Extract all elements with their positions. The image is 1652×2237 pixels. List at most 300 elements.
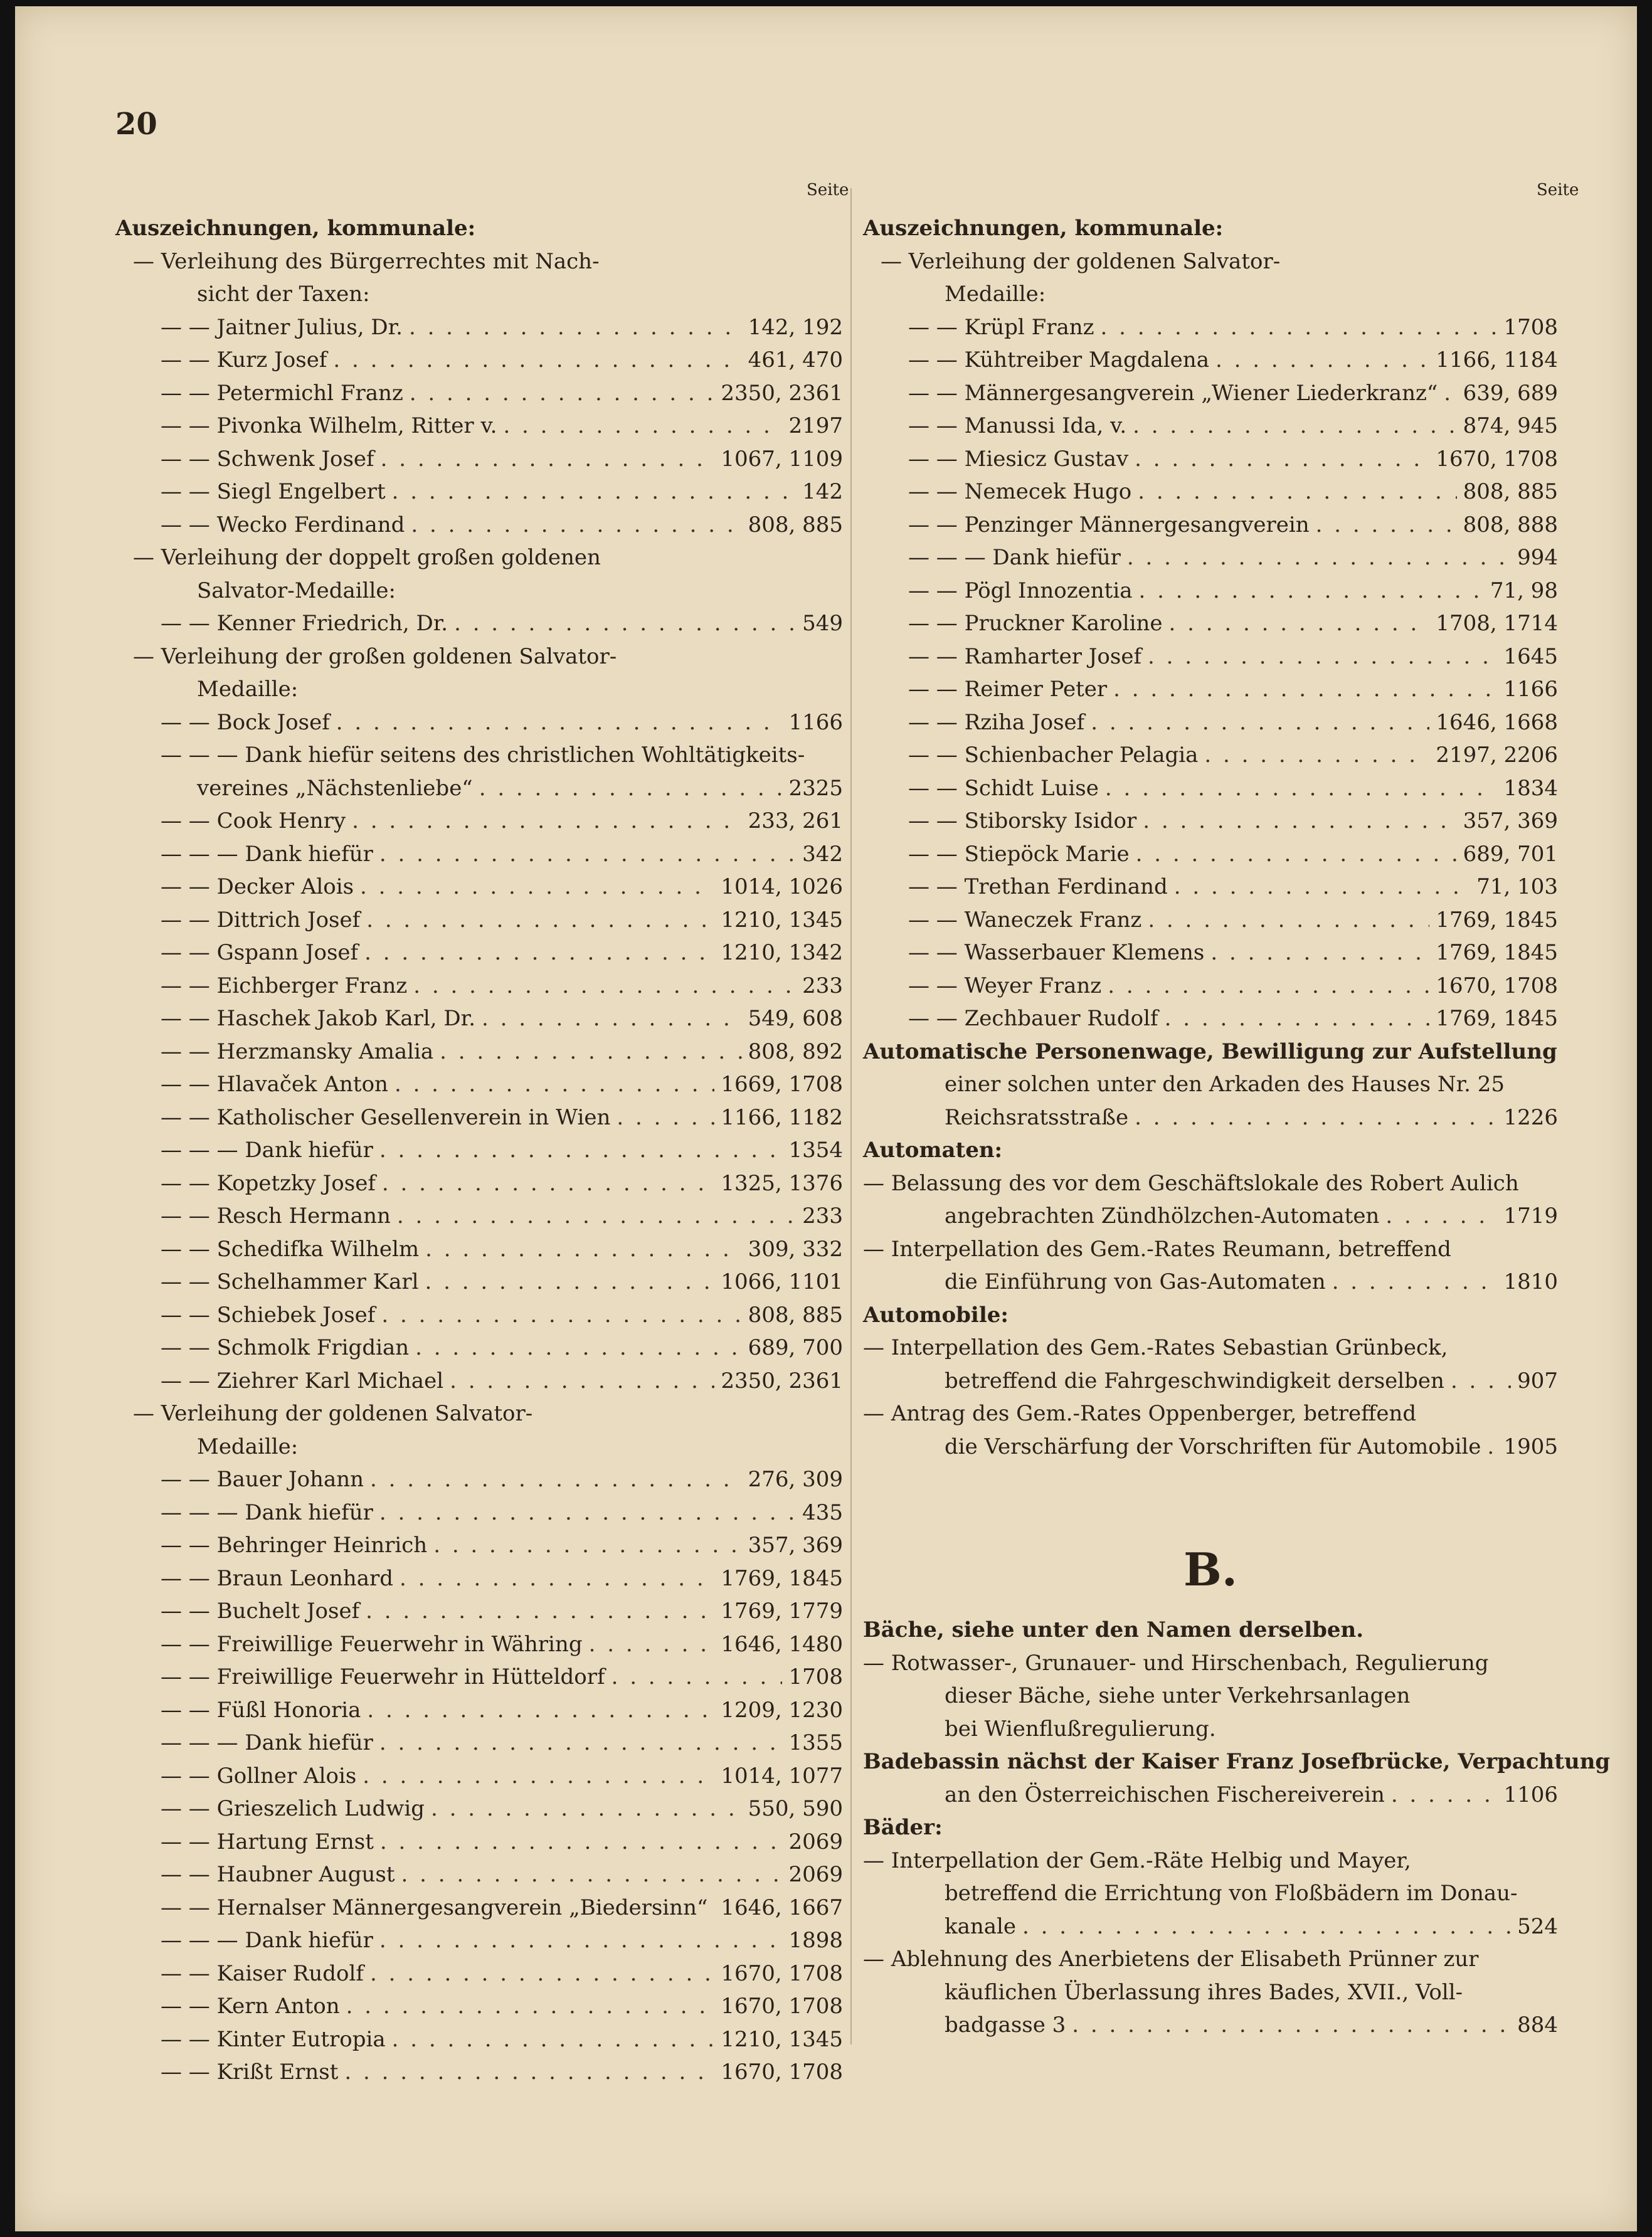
index-entry: [863, 377, 1558, 410]
entry-pages: 233, 261: [748, 808, 843, 833]
left-column: [115, 212, 843, 2089]
entry-pages: 639, 689: [1463, 380, 1558, 406]
index-entry: [115, 1167, 843, 1200]
index-entry: [115, 1496, 843, 1530]
entry-label: — — Petermichl Franz: [161, 380, 403, 406]
entry-pages: 1898: [788, 1928, 843, 1953]
entry-label: — — Kurz Josef: [161, 347, 327, 373]
entry-pages: 689, 701: [1463, 841, 1558, 867]
index-entry: [115, 1595, 843, 1628]
entry-pages: 1354: [788, 1138, 843, 1163]
index-entry: [115, 1760, 843, 1793]
entry-label: — — Trethan Ferdinand: [908, 874, 1168, 899]
leader-dots: [409, 311, 742, 344]
leader-dots: [1105, 772, 1498, 805]
column-divider: [850, 188, 852, 2044]
entry-label: — — Freiwillige Feuerwehr in Hütteldorf: [161, 1664, 605, 1690]
index-subheading: — Verleihung der doppelt großen goldenen: [133, 545, 601, 570]
index-entry: [863, 1200, 1558, 1233]
index-entry: [115, 509, 843, 542]
leader-dots: [1136, 838, 1457, 871]
index-entry: [115, 443, 843, 476]
entry-pages: 71, 98: [1490, 578, 1558, 603]
index-entry: [115, 311, 843, 344]
leader-dots: [1391, 1779, 1498, 1812]
entry-pages: 2069: [788, 1829, 843, 1854]
entry-pages: 874, 945: [1463, 413, 1558, 438]
index-subheading: — Verleihung der großen goldenen Salvator-: [133, 643, 617, 669]
entry-label: — — Pögl Innozentia: [908, 578, 1133, 603]
leader-dots: [392, 2023, 715, 2056]
leader-dots: [1165, 1002, 1430, 1035]
index-entry: [863, 2009, 1558, 2042]
entry-pages: 808, 885: [748, 1302, 843, 1328]
leader-dots: [1169, 607, 1430, 640]
entry-pages: 1646, 1668: [1436, 709, 1558, 735]
index-entry: [863, 904, 1558, 937]
index-entry: [863, 706, 1558, 739]
leader-dots: [1138, 574, 1483, 608]
entry-label: — — Katholischer Gesellenverein in Wien: [161, 1104, 611, 1130]
leader-dots: [411, 509, 741, 542]
leader-dots: [379, 1134, 783, 1167]
entry-label: die Verschärfung der Vorschriften für Automobile: [945, 1434, 1481, 1459]
leader-dots: [367, 1694, 714, 1727]
entry-pages: 1670, 1708: [721, 2060, 843, 2085]
index-entry: [115, 2056, 843, 2089]
entry-pages: 1210, 1342: [721, 940, 843, 965]
index-entry: [115, 1826, 843, 1859]
leader-dots: [366, 904, 714, 937]
entry-pages: 1769, 1779: [721, 1599, 843, 1624]
entry-pages: 1014, 1026: [721, 874, 843, 899]
entry-label: — — Buchelt Josef: [161, 1599, 360, 1624]
entry-pages: 1670, 1708: [1436, 973, 1558, 998]
leader-dots: [1215, 344, 1429, 377]
leader-dots: [370, 1957, 714, 1991]
index-entry: [115, 1200, 843, 1233]
leader-dots: [380, 1826, 783, 1859]
entry-pages: 1769, 1845: [1436, 940, 1558, 965]
entry-label: — — — Dank hiefür: [161, 1730, 373, 1755]
entry-pages: 142, 192: [748, 314, 843, 340]
index-entry: [115, 970, 843, 1003]
entry-pages: 142: [802, 479, 843, 504]
index-entry: [863, 673, 1558, 706]
entry-label: angebrachten Zündhölzchen-Automaten: [945, 1203, 1380, 1229]
leader-dots: [344, 2056, 714, 2089]
index-entry: [115, 1134, 843, 1167]
right-column: [863, 212, 1611, 2042]
document-page: [15, 6, 1637, 2231]
entry-pages: 1014, 1077: [721, 1763, 843, 1789]
index-entry: [115, 1266, 843, 1299]
leader-dots: [1487, 1431, 1497, 1464]
index-entry: [115, 1002, 843, 1035]
leader-dots: [360, 870, 714, 904]
entry-pages: 1670, 1708: [721, 1994, 843, 2019]
leader-dots: [336, 706, 783, 739]
section-letter: B.: [1183, 1543, 1237, 1596]
entry-label: — — Penzinger Männergesangverein: [908, 512, 1310, 537]
entry-label: — — Bock Josef: [161, 709, 330, 735]
entry-pages: 550, 590: [748, 1796, 843, 1821]
entry-label: — — Behringer Heinrich: [161, 1533, 428, 1558]
leader-dots: [346, 1990, 715, 2023]
entry-pages: 2069: [788, 1862, 843, 1887]
entry-label: — — Decker Alois: [161, 874, 354, 899]
leader-dots: [1127, 541, 1511, 574]
leader-dots: [1204, 739, 1429, 772]
leader-dots: [612, 1661, 783, 1694]
leader-dots: [415, 1331, 741, 1365]
index-continuation: Medaille:: [945, 282, 1046, 307]
entry-label: — — Kühtreiber Magdalena: [908, 347, 1209, 373]
entry-label: — — Füßl Honoria: [161, 1697, 361, 1723]
entry-pages: 1166: [1503, 677, 1558, 702]
index-entry: [115, 1957, 843, 1991]
entry-pages: 1066, 1101: [721, 1269, 843, 1294]
leader-dots: [397, 1200, 796, 1233]
index-subheading: — Rotwasser-, Grunauer- und Hirschenbach, Regulierung: [863, 1650, 1489, 1676]
index-entry: [863, 1431, 1558, 1464]
page-number: 20: [115, 107, 157, 142]
index-entry: [115, 1858, 843, 1891]
entry-label: — — Hernalser Männergesangverein „Biedersinn“: [161, 1895, 708, 1920]
index-entry: [115, 344, 843, 377]
index-entry: [115, 607, 843, 640]
index-entry: [115, 1727, 843, 1760]
leader-dots: [352, 805, 741, 838]
leader-dots: [454, 607, 796, 640]
leader-dots: [433, 1529, 741, 1562]
index-entry: [115, 1628, 843, 1661]
entry-pages: 689, 700: [748, 1335, 843, 1360]
index-entry: [115, 904, 843, 937]
entry-pages: 524: [1517, 1913, 1558, 1939]
leader-dots: [381, 1299, 741, 1332]
index-entry: [115, 1891, 843, 1925]
index-heading: Auszeichnungen, kommunale:: [115, 216, 476, 241]
index-subheading: — Antrag des Gem.-Rates Oppenberger, betreffend: [863, 1401, 1417, 1426]
entry-label: — — Grieszelich Ludwig: [161, 1796, 425, 1821]
index-entry: [863, 311, 1558, 344]
entry-pages: 1646, 1667: [721, 1895, 843, 1920]
entry-pages: 1645: [1503, 643, 1558, 669]
entry-pages: 1325, 1376: [721, 1170, 843, 1196]
leader-dots: [1148, 640, 1497, 674]
entry-label: — — Manussi Ida, v.: [908, 413, 1127, 438]
index-entry: [863, 739, 1558, 772]
right-seite-label: Seite: [1537, 181, 1579, 199]
entry-label: — — Hlavaček Anton: [161, 1072, 388, 1097]
entry-pages: 1646, 1480: [721, 1631, 843, 1657]
index-heading: Bäche, siehe unter den Namen derselben.: [863, 1617, 1364, 1642]
index-entry: [115, 838, 843, 871]
index-entry: [115, 1529, 843, 1562]
entry-pages: 1708: [1503, 314, 1558, 340]
entry-pages: 276, 309: [748, 1467, 843, 1492]
entry-pages: 1719: [1503, 1203, 1558, 1229]
entry-pages: 357, 369: [1463, 808, 1558, 833]
entry-label: — — Nemecek Hugo: [908, 479, 1132, 504]
leader-dots: [1451, 1365, 1511, 1398]
leader-dots: [394, 1068, 714, 1101]
index-entry: [115, 1924, 843, 1957]
entry-pages: 342: [802, 841, 843, 867]
index-entry: [863, 443, 1558, 476]
leader-dots: [1135, 1101, 1497, 1134]
leader-dots: [1108, 970, 1429, 1003]
entry-label: — — Bauer Johann: [161, 1467, 364, 1492]
entry-label: — — — Dank hiefür: [161, 1928, 373, 1953]
left-seite-label: Seite: [807, 181, 849, 199]
index-entry: [115, 1068, 843, 1101]
leader-dots: [392, 475, 796, 509]
index-entry: [115, 870, 843, 904]
entry-pages: 1708, 1714: [1436, 611, 1558, 636]
leader-dots: [1148, 904, 1429, 937]
entry-pages: 808, 892: [748, 1039, 843, 1064]
entry-label: — — Braun Leonhard: [161, 1565, 393, 1591]
index-entry: [863, 509, 1558, 542]
index-entry: [863, 838, 1558, 871]
leader-dots: [379, 1496, 796, 1530]
index-entry: [863, 1779, 1558, 1812]
entry-pages: 1708: [788, 1664, 843, 1690]
index-continuation: Medaille:: [197, 1434, 299, 1459]
entry-label: — — — Dank hiefür: [161, 1499, 373, 1525]
entry-label: — — — Dank hiefür: [161, 1138, 373, 1163]
index-entry: [115, 936, 843, 970]
leader-dots: [1101, 311, 1498, 344]
leader-dots: [410, 377, 715, 410]
index-subheading: — Interpellation des Gem.-Rates Reumann, betreffend: [863, 1236, 1451, 1262]
entry-pages: 1810: [1503, 1269, 1558, 1294]
entry-label: — — Rziha Josef: [908, 709, 1085, 735]
leader-dots: [333, 344, 741, 377]
entry-label: — — Kern Anton: [161, 1994, 340, 2019]
entry-label: — — Zechbauer Rudolf: [908, 1006, 1158, 1031]
entry-pages: 233: [802, 973, 843, 998]
entry-label: Reichsratsstraße: [945, 1104, 1129, 1130]
index-entry: [115, 1101, 843, 1134]
entry-pages: 461, 470: [748, 347, 843, 373]
leader-dots: [450, 1365, 714, 1398]
leader-dots: [364, 936, 714, 970]
index-entry: [115, 805, 843, 838]
entry-pages: 907: [1517, 1368, 1558, 1393]
index-heading: Badebassin nächst der Kaiser Franz Josefbrücke, Verpachtung: [863, 1749, 1611, 1774]
leader-dots: [479, 772, 783, 805]
entry-label: — — Ramharter Josef: [908, 643, 1142, 669]
index-entry: [863, 574, 1558, 608]
leader-dots: [503, 410, 782, 443]
index-entry: [115, 1331, 843, 1365]
index-continuation: bei Wienflußregulierung.: [945, 1716, 1216, 1742]
entry-pages: 1210, 1345: [721, 2026, 843, 2052]
entry-pages: 233: [802, 1203, 843, 1229]
index-subheading: — Belassung des vor dem Geschäftslokale des Robert Aulich: [863, 1170, 1519, 1196]
entry-pages: 1905: [1503, 1434, 1558, 1459]
entry-pages: 1106: [1503, 1782, 1558, 1807]
entry-pages: 1166, 1182: [721, 1104, 843, 1130]
leader-dots: [1138, 475, 1456, 509]
leader-dots: [382, 1167, 714, 1200]
index-entry: [863, 1002, 1558, 1035]
index-entry: [863, 870, 1558, 904]
entry-pages: 1670, 1708: [721, 1960, 843, 1986]
leader-dots: [1174, 870, 1470, 904]
leader-dots: [1022, 1910, 1511, 1943]
entry-label: — — Siegl Engelbert: [161, 479, 386, 504]
index-entry: [115, 1562, 843, 1595]
index-continuation: einer solchen unter den Arkaden des Hauses Nr. 25: [945, 1072, 1505, 1097]
index-subheading: — — — Dank hiefür seitens des christlichen Wohltätigkeits-: [161, 743, 805, 768]
leader-dots: [366, 1595, 714, 1628]
index-entry: [115, 2023, 843, 2056]
index-entry: [863, 1365, 1558, 1398]
index-entry: [863, 970, 1558, 1003]
leader-dots: [431, 1792, 742, 1826]
entry-label: — — Jaitner Julius, Dr.: [161, 314, 403, 340]
index-continuation: Salvator-Medaille:: [197, 578, 396, 603]
index-subheading: — Verleihung des Bürgerrechtes mit Nach-: [133, 248, 600, 274]
entry-label: — — Schmolk Frigdian: [161, 1335, 410, 1360]
entry-label: an den Österreichischen Fischereiverein: [945, 1782, 1385, 1807]
entry-pages: 549: [802, 611, 843, 636]
index-heading: Bäder:: [863, 1815, 943, 1840]
entry-label: — — Kenner Friedrich, Dr.: [161, 611, 448, 636]
entry-label: — — Schiebek Josef: [161, 1302, 376, 1328]
entry-pages: 1166, 1184: [1436, 347, 1558, 373]
index-entry: [115, 1463, 843, 1496]
entry-label: — — Pivonka Wilhelm, Ritter v.: [161, 413, 497, 438]
entry-label: — — Freiwillige Feuerwehr in Währing: [161, 1631, 583, 1657]
entry-label: — — Kaiser Rudolf: [161, 1960, 364, 1986]
entry-pages: 2197, 2206: [1436, 743, 1558, 768]
index-heading: Automaten:: [863, 1138, 1003, 1163]
leader-dots: [370, 1463, 742, 1496]
leader-dots: [400, 1562, 714, 1595]
leader-dots: [379, 1727, 783, 1760]
entry-pages: 808, 885: [748, 512, 843, 537]
index-entry: [115, 1035, 843, 1069]
entry-label: — — Schienbacher Pelagia: [908, 743, 1199, 768]
index-entry: [863, 1101, 1558, 1134]
leader-dots: [1113, 673, 1497, 706]
leader-dots: [1135, 443, 1429, 476]
entry-label: betreffend die Fahrgeschwindigkeit derselben: [945, 1368, 1444, 1393]
leader-dots: [379, 838, 796, 871]
entry-pages: 884: [1517, 2012, 1558, 2038]
leader-dots: [1444, 377, 1456, 410]
index-entry: [115, 1694, 843, 1727]
entry-pages: 2325: [788, 775, 843, 801]
entry-pages: 1067, 1109: [721, 446, 843, 472]
entry-label: — — Herzmansky Amalia: [161, 1039, 434, 1064]
entry-label: — — Gspann Josef: [161, 940, 359, 965]
entry-label: — — Gollner Alois: [161, 1763, 357, 1789]
entry-label: — — Weyer Franz: [908, 973, 1102, 998]
leader-dots: [440, 1035, 741, 1069]
index-entry: [115, 1233, 843, 1266]
entry-pages: 1769, 1845: [1436, 1006, 1558, 1031]
index-entry: [863, 772, 1558, 805]
entry-pages: 435: [802, 1499, 843, 1525]
leader-dots: [1332, 1266, 1498, 1299]
entry-pages: 1834: [1503, 775, 1558, 801]
entry-label: — — Krißt Ernst: [161, 2060, 339, 2085]
entry-pages: 1769, 1845: [721, 1565, 843, 1591]
leader-dots: [425, 1233, 741, 1266]
leader-dots: [413, 970, 796, 1003]
leader-dots: [401, 1858, 783, 1891]
index-continuation: dieser Bäche, siehe unter Verkehrsanlagen: [945, 1683, 1411, 1708]
entry-pages: 1166: [788, 709, 843, 735]
entry-pages: 994: [1517, 545, 1558, 570]
entry-label: kanale: [945, 1913, 1017, 1939]
index-entry: [863, 805, 1558, 838]
entry-label: — — Stiborsky Isidor: [908, 808, 1137, 833]
index-entry: [863, 344, 1558, 377]
entry-label: — — — Dank hiefür: [161, 841, 373, 867]
entry-pages: 309, 332: [748, 1236, 843, 1262]
entry-label: — — Hartung Ernst: [161, 1829, 374, 1854]
index-entry: [115, 1792, 843, 1826]
entry-label: — — Haubner August: [161, 1862, 395, 1887]
index-continuation: sicht der Taxen:: [197, 282, 370, 307]
section-gap: [863, 1463, 1558, 1526]
index-subheading: — Verleihung der goldenen Salvator-: [881, 248, 1281, 274]
entry-label: — — Wecko Ferdinand: [161, 512, 405, 537]
index-entry: [863, 410, 1558, 443]
leader-dots: [425, 1266, 714, 1299]
entry-label: — — Reimer Peter: [908, 677, 1108, 702]
entry-pages: 808, 888: [1463, 512, 1558, 537]
entry-label: — — Pruckner Karoline: [908, 611, 1163, 636]
entry-label: — — Kinter Eutropia: [161, 2026, 386, 2052]
leader-dots: [1210, 936, 1429, 970]
entry-label: die Einführung von Gas-Automaten: [945, 1269, 1326, 1294]
entry-label: — — Krüpl Franz: [908, 314, 1094, 340]
index-continuation: Medaille:: [197, 677, 299, 702]
index-continuation: betreffend die Errichtung von Floßbädern im Donau-: [945, 1881, 1518, 1906]
leader-dots: [1091, 706, 1429, 739]
entry-label: — — Schwenk Josef: [161, 446, 374, 472]
entry-label: — — Stiepöck Marie: [908, 841, 1130, 867]
entry-label: — — Männergesangverein „Wiener Liederkranz“: [908, 380, 1438, 406]
entry-label: — — Miesicz Gustav: [908, 446, 1129, 472]
entry-label: — — Dittrich Josef: [161, 907, 361, 933]
index-entry: [115, 475, 843, 509]
entry-pages: 1355: [788, 1730, 843, 1755]
entry-label: — — Schelhammer Karl: [161, 1269, 419, 1294]
index-continuation: käuflichen Überlassung ihres Bades, XVII., Voll-: [945, 1979, 1463, 2005]
entry-label: — — Schedifka Wilhelm: [161, 1236, 420, 1262]
index-subheading: — Ablehnung des Anerbietens der Elisabeth Prünner zur: [863, 1947, 1479, 1972]
entry-label: — — Ziehrer Karl Michael: [161, 1368, 444, 1393]
entry-label: badgasse 3: [945, 2012, 1066, 2038]
index-entry: [115, 1299, 843, 1332]
leader-dots: [1385, 1200, 1497, 1233]
entry-pages: 808, 885: [1463, 479, 1558, 504]
index-entry: [115, 772, 843, 805]
leader-dots: [482, 1002, 742, 1035]
entry-pages: 549, 608: [748, 1006, 843, 1031]
index-entry: [115, 1990, 843, 2023]
index-entry: [863, 1910, 1558, 1943]
